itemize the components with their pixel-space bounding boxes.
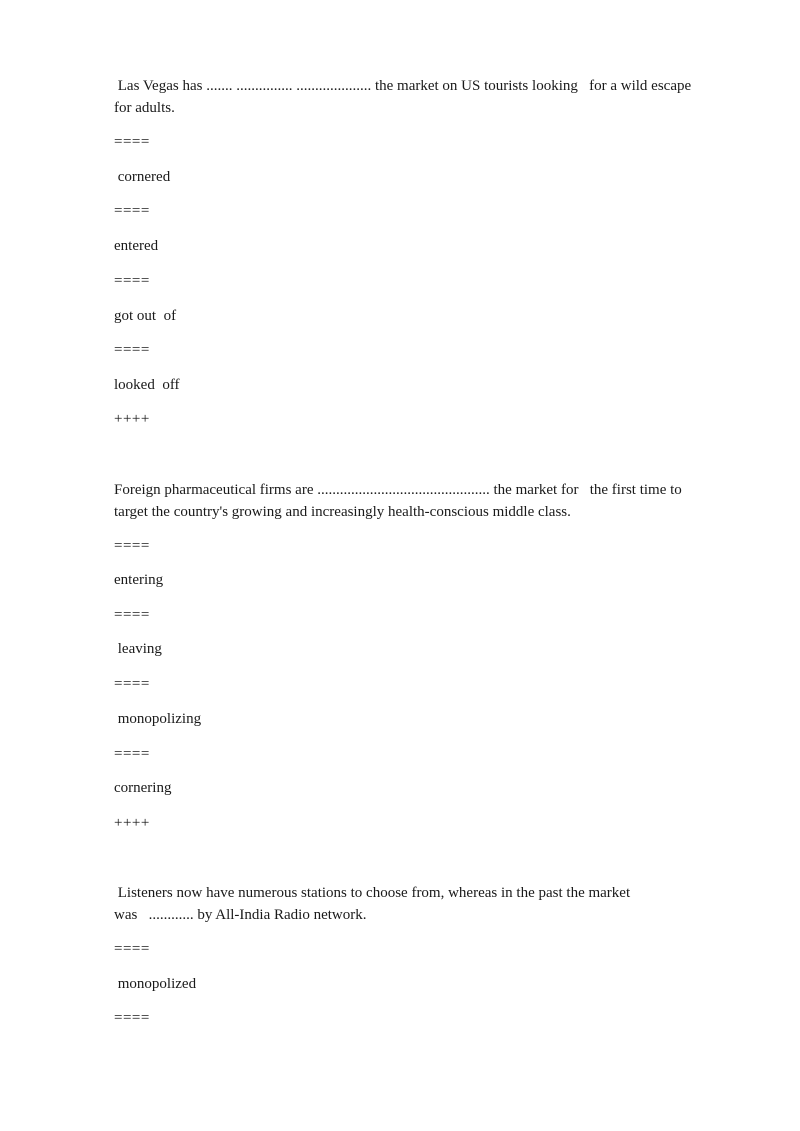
question-stem-line: target the country's growing and increasingly health-conscious middle class.: [114, 504, 571, 520]
answer-option: cornered: [114, 169, 171, 185]
option-separator: ====: [114, 538, 150, 554]
question-stem-line: Listeners now have numerous stations to choose from, whereas in the past the market: [114, 885, 631, 901]
option-separator: ====: [114, 941, 150, 957]
option-separator: ====: [114, 607, 150, 623]
option-separator: ====: [114, 134, 150, 150]
question-stem-line: was ............ by All-India Radio network.: [114, 907, 367, 923]
answer-option: leaving: [114, 641, 162, 657]
question-stem-line: Foreign pharmaceutical firms are .............................................. the market for the first time to: [114, 482, 682, 498]
answer-option: cornering: [114, 780, 172, 796]
question-stem-line: Las Vegas has ....... ............... .................... the market on US tourists looking for a wild escape: [114, 78, 692, 94]
option-separator: ====: [114, 676, 150, 692]
question-stem: [114, 882, 744, 926]
question-stem: [114, 75, 744, 119]
answer-option: entering: [114, 572, 164, 588]
answer-option: monopolized: [114, 976, 197, 992]
answer-option: entered: [114, 238, 159, 254]
answer-option: looked off: [114, 377, 180, 393]
answer-option: got out of: [114, 308, 177, 324]
option-separator: ====: [114, 203, 150, 219]
question-end-marker: ++++: [114, 815, 150, 831]
option-separator: ====: [114, 273, 150, 289]
question-stem: [114, 479, 744, 523]
question-stem-line: for adults.: [114, 100, 175, 116]
option-separator: ====: [114, 342, 150, 358]
option-separator: ====: [114, 746, 150, 762]
option-separator: ====: [114, 1010, 150, 1026]
question-end-marker: ++++: [114, 411, 150, 427]
answer-option: monopolizing: [114, 711, 202, 727]
